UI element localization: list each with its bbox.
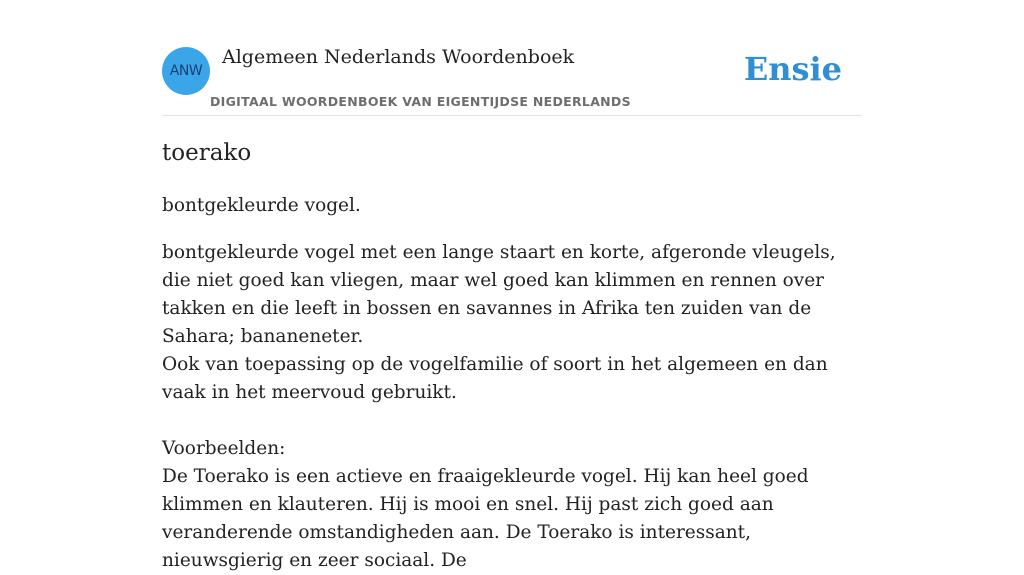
examples-text: De Toerako is een actieve en fraaigekleurde vogel. Hij kan heel goed klimmen en klauteren. Hij is mooi en snel. Hij past zich goed aan veranderende omstandigheden aan. De Toerako is interessant, nieuwsgierig en zeer sociaal. De bbox=[162, 466, 809, 571]
spacer bbox=[162, 407, 862, 435]
anw-logo[interactable]: ANW bbox=[162, 47, 210, 95]
definition-text: bontgekleurde vogel met een lange staart en korte, afgeronde vleugels, die niet goed kan vliegen, maar wel goed kan klimmen en rennen over takken en die leeft in bossen en savannes in Afrika ten zuiden van de Sahara; bananeneter. bbox=[162, 242, 836, 347]
ensie-logo[interactable]: Ensie bbox=[743, 50, 842, 88]
examples-label: Voorbeelden: bbox=[162, 438, 286, 459]
usage-note: Ook van toepassing op de vogelfamilie of soort in het algemeen en dan vaak in het meervoud gebruikt. bbox=[162, 354, 828, 403]
page bbox=[162, 0, 862, 571]
entry-content bbox=[162, 239, 862, 575]
site-title[interactable]: Algemeen Nederlands Woordenboek bbox=[222, 46, 575, 68]
entry-headword: toerako bbox=[162, 140, 252, 166]
short-definition: bontgekleurde vogel. bbox=[162, 195, 361, 216]
site-subtitle: DIGITAAL WOORDENBOEK VAN EIGENTIJDSE NEDERLANDS bbox=[210, 94, 631, 109]
header-divider bbox=[162, 115, 862, 116]
